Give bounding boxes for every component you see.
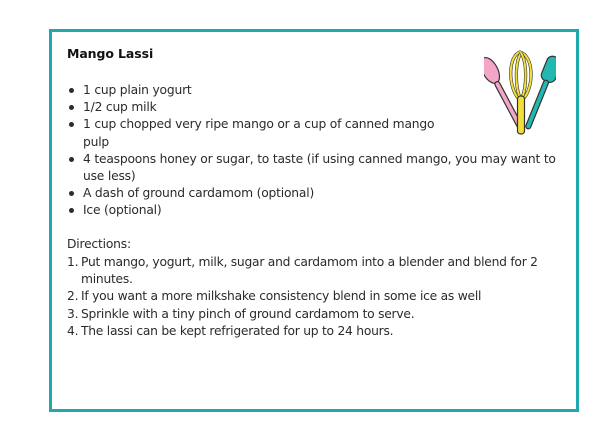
step-text: Sprinkle with a tiny pinch of ground cardamom to serve.	[81, 306, 415, 321]
directions-heading: Directions:	[67, 237, 131, 251]
list-item	[67, 254, 567, 288]
list-item	[67, 323, 567, 340]
step-number: 3.	[67, 306, 79, 321]
step-number: 1.	[67, 255, 79, 269]
step-number: 4.	[67, 323, 79, 338]
directions-list	[67, 254, 567, 340]
list-item: 1/2 cup milk	[67, 99, 557, 116]
step-text: The lassi can be kept refrigerated for up to 24 hours.	[81, 323, 394, 338]
recipe-title: Mango Lassi	[67, 46, 154, 61]
list-item	[67, 306, 567, 323]
list-item: Ice (optional)	[67, 202, 557, 219]
list-item: 4 teaspoons honey or sugar, to taste (if using canned mango, you may want to use less)	[67, 151, 557, 185]
step-number: 2.	[67, 289, 79, 304]
recipe-card	[49, 29, 579, 412]
ingredients-list	[67, 82, 557, 220]
step-text: Put mango, yogurt, milk, sugar and cardamom into a blender and blend for 2 minutes.	[81, 255, 538, 287]
list-item: 1 cup chopped very ripe mango or a cup of canned mango pulp	[67, 116, 463, 150]
list-item: A dash of ground cardamom (optional)	[67, 185, 557, 202]
list-item	[67, 288, 567, 305]
list-item: 1 cup plain yogurt	[67, 82, 557, 99]
step-text: If you want a more milkshake consistency blend in some ice as well	[81, 289, 482, 304]
